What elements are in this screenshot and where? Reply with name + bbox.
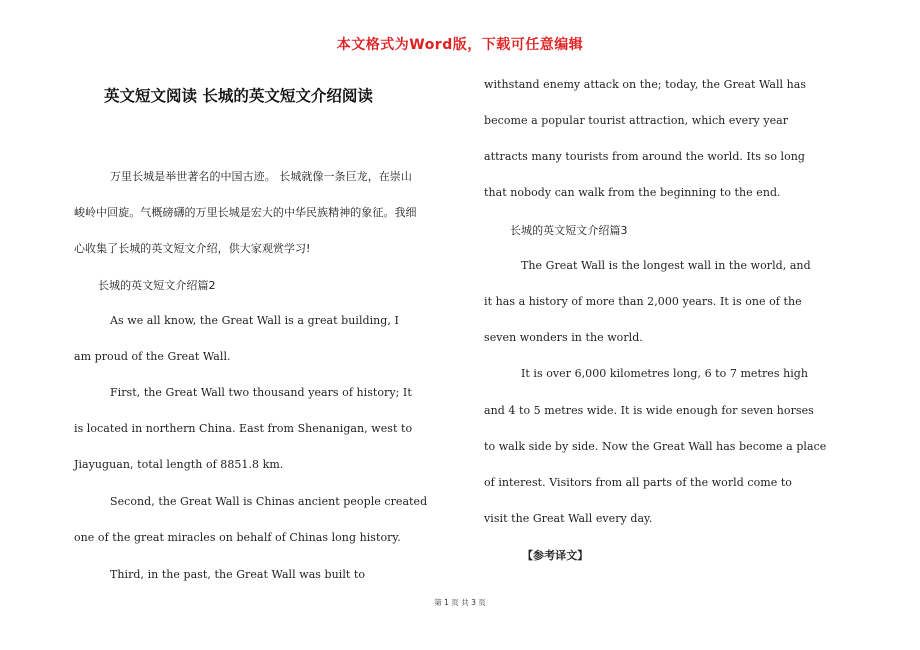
document-title: 英文短文阅读 长城的英文短文介绍阅读	[104, 87, 373, 105]
intro-line-1: 万里长城是举世著名的中国古迹。 长城就像一条巨龙，在崇山	[110, 170, 412, 183]
para2-line-2: am proud of the Great Wall.	[74, 350, 231, 363]
para3-line-5: and 4 to 5 metres wide. It is wide enough for seven horses	[484, 404, 814, 417]
para2-line-6: Second, the Great Wall is Chinas ancient people created	[110, 495, 428, 508]
para3-line-2: it has a history of more than 2,000 years. It is one of the	[484, 295, 802, 308]
page-footer: 第 1 页 共 3 页	[434, 598, 486, 607]
para3-line-1: The Great Wall is the longest wall in the world, and	[521, 259, 811, 272]
section-heading-2: 长城的英文短文介绍篇2	[98, 279, 216, 292]
para2-line-8: Third, in the past, the Great Wall was built to	[110, 568, 366, 581]
intro-line-2: 峻岭中回旋。气概磅礴的万里长城是宏大的中华民族精神的象征。我细	[74, 206, 417, 219]
intro-line-3: 心收集了长城的英文短文介绍，供大家观赏学习!	[74, 242, 311, 255]
right-line-4: that nobody can walk from the beginning to the end.	[484, 186, 781, 199]
para3-line-7: of interest. Visitors from all parts of the world come to	[484, 476, 792, 489]
para2-line-4: is located in northern China. East from Shenanigan, west to	[74, 422, 413, 435]
download-banner: 本文格式为Word版，下载可任意编辑	[336, 37, 584, 53]
para3-line-4: It is over 6,000 kilometres long, 6 to 7 metres high	[521, 367, 808, 380]
reference-translation-label: 【参考译文】	[522, 549, 589, 562]
para2-line-5: Jiayuguan, total length of 8851.8 km.	[74, 458, 284, 471]
right-line-2: become a popular tourist attraction, which every year	[484, 114, 789, 127]
section-heading-3: 长城的英文短文介绍篇3	[510, 224, 628, 237]
para3-line-8: visit the Great Wall every day.	[484, 512, 653, 525]
para3-line-3: seven wonders in the world.	[484, 331, 643, 344]
right-line-1: withstand enemy attack on the; today, the Great Wall has	[484, 78, 807, 91]
para2-line-1: As we all know, the Great Wall is a great building, I	[110, 314, 399, 327]
para3-line-6: to walk side by side. Now the Great Wall has become a place	[484, 440, 827, 453]
para2-line-3: First, the Great Wall two thousand years of history; It	[110, 386, 412, 399]
right-line-3: attracts many tourists from around the world. Its so long	[484, 150, 806, 163]
para2-line-7: one of the great miracles on behalf of Chinas long history.	[74, 531, 401, 544]
